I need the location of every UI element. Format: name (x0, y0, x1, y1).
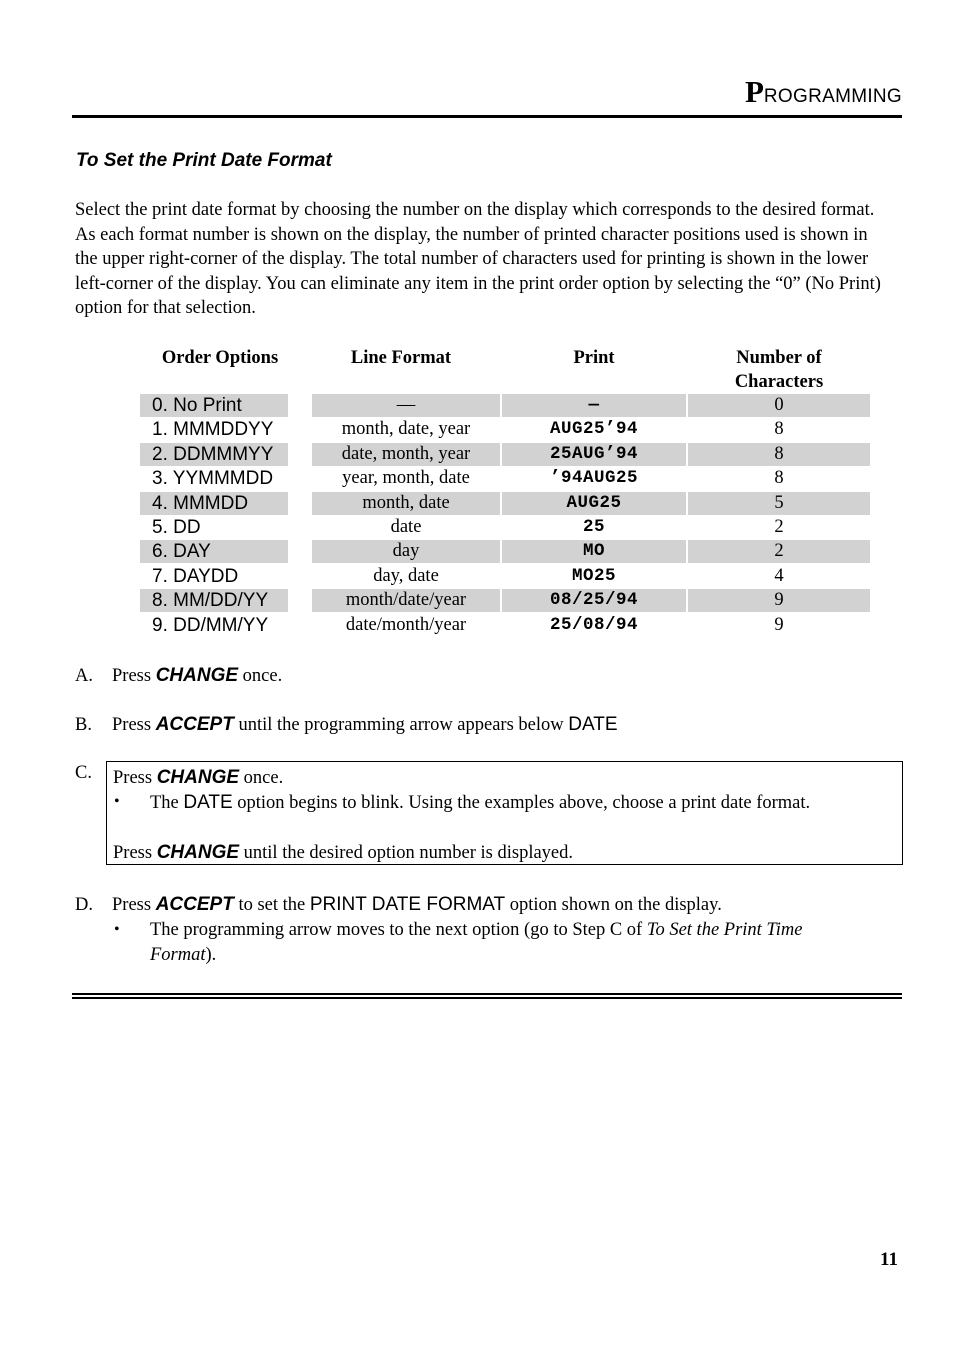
line-format-cell: month, date, year (341, 419, 471, 440)
header-rest: ROGRAMMING (763, 86, 902, 107)
line-format-cell: date (390, 516, 422, 537)
table-row (140, 467, 870, 491)
change-key: CHANGE (155, 665, 239, 686)
header-initial: P (744, 74, 764, 109)
order-option-cell: 0. No Print (140, 394, 288, 417)
accept-key: ACCEPT (155, 894, 234, 915)
print-cell: 25/08/94 (549, 614, 638, 635)
number-of-characters-cell: 2 (774, 516, 784, 537)
order-option-cell: 7. DAYDD (152, 565, 239, 587)
table-row (140, 443, 870, 467)
line-format-cell: day, date (373, 565, 439, 586)
step-c-box (106, 761, 903, 865)
step-b: B. Press ACCEPT until the programming arrow appears below DATE (75, 714, 618, 735)
line-format-cell: month, date (312, 492, 500, 515)
table-row (140, 492, 870, 516)
line-format-cell: — (312, 394, 500, 417)
table-row (140, 589, 870, 613)
step-c-line2: The DATE option begins to blink. Using the examples above, choose a print date format. (150, 792, 811, 813)
running-header (72, 74, 902, 110)
header-rule (72, 115, 902, 118)
header-order-options: Order Options (161, 348, 279, 368)
table-row (140, 565, 870, 589)
number-of-characters-cell: 9 (774, 614, 784, 635)
step-a: A. Press CHANGE once. (75, 665, 283, 686)
table-row (140, 540, 870, 564)
line-format-cell: date/month/year (345, 614, 467, 635)
number-of-characters-cell: 2 (688, 540, 870, 563)
table-row (140, 614, 870, 638)
step-c-line3: Press CHANGE until the desired option number is displayed. (113, 842, 574, 863)
bullet-icon: • (114, 793, 120, 810)
order-option-cell: 4. MMMDD (140, 492, 288, 515)
change-key: CHANGE (156, 842, 240, 863)
header-line-format: Line Format (350, 348, 452, 368)
display-text: DATE (183, 792, 233, 813)
order-option-cell: 1. MMMDDYY (152, 419, 274, 441)
table-row (140, 418, 870, 442)
intro-paragraph: Select the print date format by choosing the number on the display which corresponds to the desired format. As each format number is shown on the display, the number of printed character positions used is shown in the upper right-corner of the display. The total number of characters used for printing is shown in the lower left-corner of the display. You can eliminate any item in the print order option by selecting the “0” (No Print) option for that selection. (75, 200, 881, 318)
display-text: DATE (568, 714, 618, 735)
number-of-characters-cell: 8 (774, 468, 784, 489)
table-row (140, 394, 870, 418)
footer-rule-secondary (72, 997, 902, 999)
order-option-cell: 6. DAY (140, 540, 288, 563)
number-of-characters-cell: 0 (688, 394, 870, 417)
number-of-characters-cell: 9 (688, 589, 870, 612)
page-number: 11 (880, 1249, 898, 1270)
step-d: D. Press ACCEPT to set the PRINT DATE FORMAT option shown on the display. (75, 894, 722, 915)
line-format-cell: date, month, year (312, 443, 500, 466)
table-body (140, 394, 870, 638)
number-of-characters-cell: 8 (774, 419, 784, 440)
line-format-cell: year, month, date (342, 468, 470, 489)
print-cell: MO (502, 540, 686, 563)
print-cell: 08/25/94 (502, 589, 686, 612)
footer-rule (72, 993, 902, 995)
date-format-table (140, 346, 870, 638)
order-option-cell: 8. MM/DD/YY (140, 589, 288, 612)
print-cell: — (502, 394, 686, 417)
print-cell: 25 (582, 516, 605, 537)
number-of-characters-cell: 8 (688, 443, 870, 466)
step-c-label: C. (75, 763, 92, 783)
step-c-line1: Press CHANGE once. (113, 767, 284, 788)
print-cell: MO25 (571, 565, 616, 586)
display-text: PRINT DATE FORMAT (309, 894, 506, 915)
number-of-characters-cell: 4 (774, 565, 784, 586)
print-cell: AUG25 (502, 492, 686, 515)
line-format-cell: day (312, 540, 500, 563)
line-format-cell: month/date/year (312, 589, 500, 612)
order-option-cell: 3. YYMMMDD (152, 468, 274, 490)
order-option-cell: 5. DD (152, 516, 201, 538)
accept-key: ACCEPT (155, 714, 234, 735)
order-option-cell: 2. DDMMMYY (140, 443, 288, 466)
bullet-icon: • (114, 921, 120, 938)
table-header (140, 346, 870, 394)
header-print: Print (573, 348, 615, 368)
section-title: To Set the Print Date Format (76, 150, 332, 171)
print-cell: AUG25’94 (549, 419, 638, 440)
number-of-characters-cell: 5 (688, 492, 870, 515)
change-key: CHANGE (156, 767, 240, 788)
header-number-of-characters: Number of Characters (734, 348, 824, 392)
step-d-bullet-text: The programming arrow moves to the next option (go to Step C of To Set the Print Time Format). (150, 920, 803, 965)
order-option-cell: 9. DD/MM/YY (152, 614, 269, 636)
print-cell: ’94AUG25 (549, 468, 638, 489)
print-cell: 25AUG’94 (502, 443, 686, 466)
table-row (140, 516, 870, 540)
